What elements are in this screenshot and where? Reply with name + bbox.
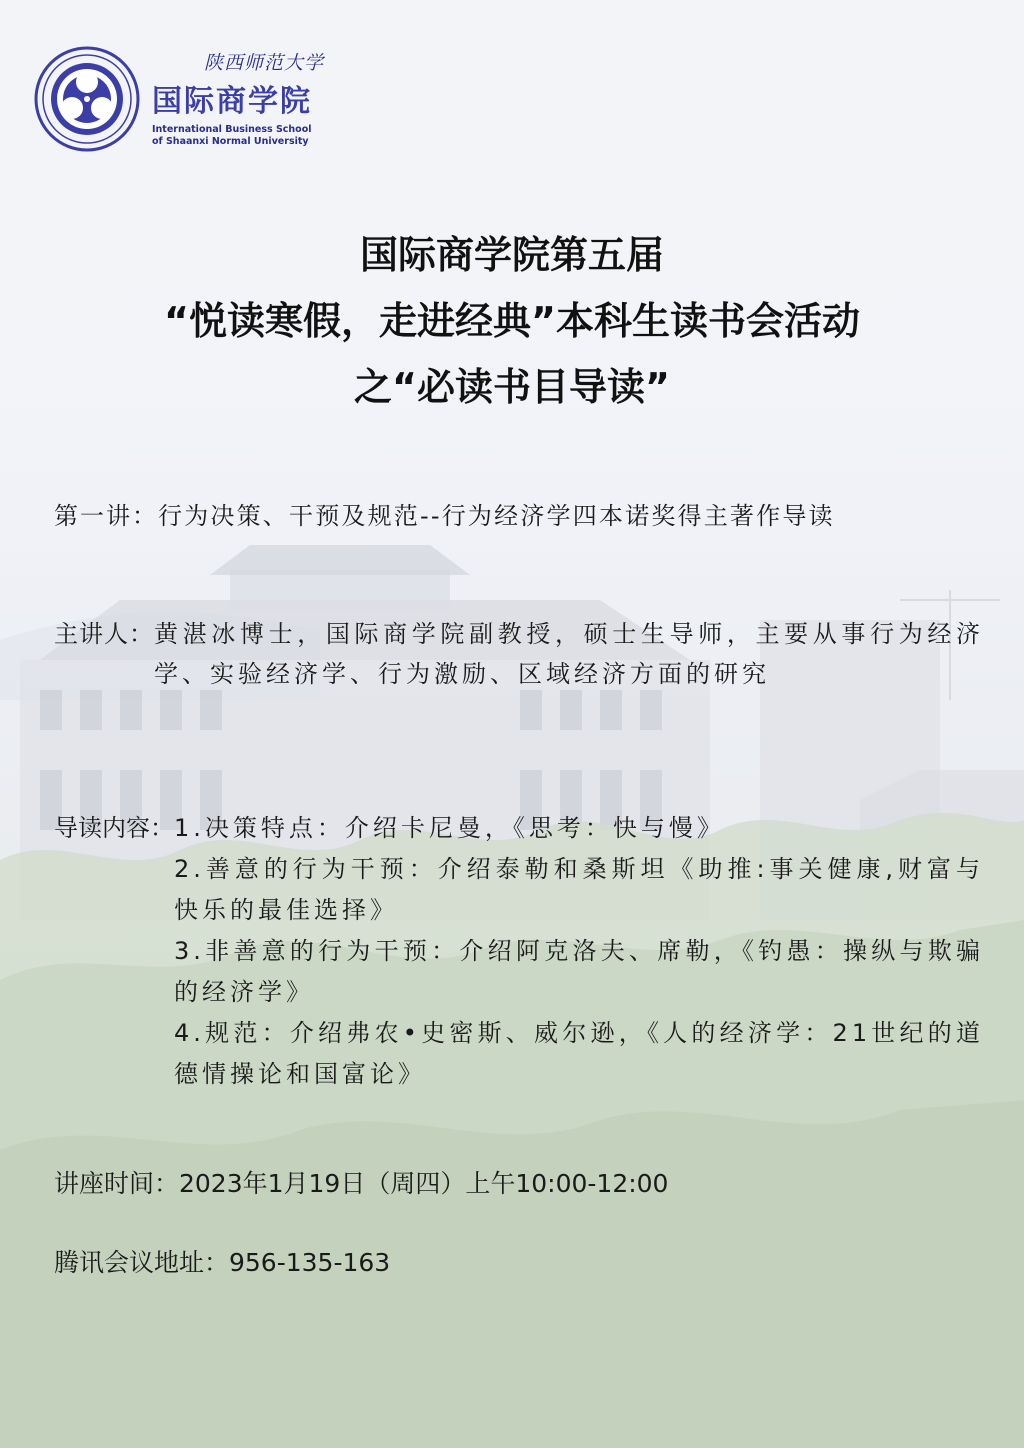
reading-item-3: 3.非善意的行为干预：介绍阿克洛夫、席勒，《钓愚：操纵与欺骗的经济学》 <box>174 937 984 1006</box>
reading-item-1: 1.决策特点：介绍卡尼曼，《思考：快与慢》 <box>174 814 725 842</box>
lecture-section <box>54 500 984 532</box>
lecture-topic: 行为决策、干预及规范--行为经济学四本诺奖得主著作导读 <box>158 502 835 530</box>
meeting-id: 腾讯会议地址：956-135-163 <box>54 1248 391 1277</box>
logo-school-name-cn: 国际商学院 <box>152 84 312 119</box>
reading-label: 导读内容： <box>54 814 174 842</box>
logo-school-name-en <box>152 124 312 148</box>
lecture-label: 第一讲： <box>54 502 158 530</box>
lecture-time: 讲座时间：2023年1月19日（周四）上午10:00-12:00 <box>54 1169 669 1198</box>
logo-en-line2: of Shaanxi Normal University <box>152 136 309 147</box>
title-line-2: “悦读寒假，走进经典”本科生读书会活动 <box>164 299 860 343</box>
poster-title <box>0 222 1024 420</box>
speaker-section <box>54 614 984 694</box>
speaker-label: 主讲人： <box>54 620 154 648</box>
title-line-3: 之“必读书目导读” <box>354 365 670 409</box>
logo-university-name: 陕西师范大学 <box>204 52 325 74</box>
speaker-bio: 黄湛冰博士，国际商学院副教授，硕士生导师，主要从事行为经济学、实验经济学、行为激励、区域经济方面的研究 <box>154 620 984 688</box>
reading-item-2: 2.善意的行为干预：介绍泰勒和桑斯坦《助推:事关健康,财富与快乐的最佳选择》 <box>174 855 984 924</box>
reading-list <box>174 808 984 1095</box>
reading-section <box>54 808 984 1095</box>
reading-item-4: 4.规范：介绍弗农•史密斯、威尔逊，《人的经济学：21世纪的道德情操论和国富论》 <box>174 1019 984 1088</box>
title-line-1: 国际商学院第五届 <box>359 233 664 277</box>
university-seal-icon <box>34 46 140 152</box>
logo-en-line1: International Business School <box>152 124 312 135</box>
school-logo <box>34 44 354 154</box>
